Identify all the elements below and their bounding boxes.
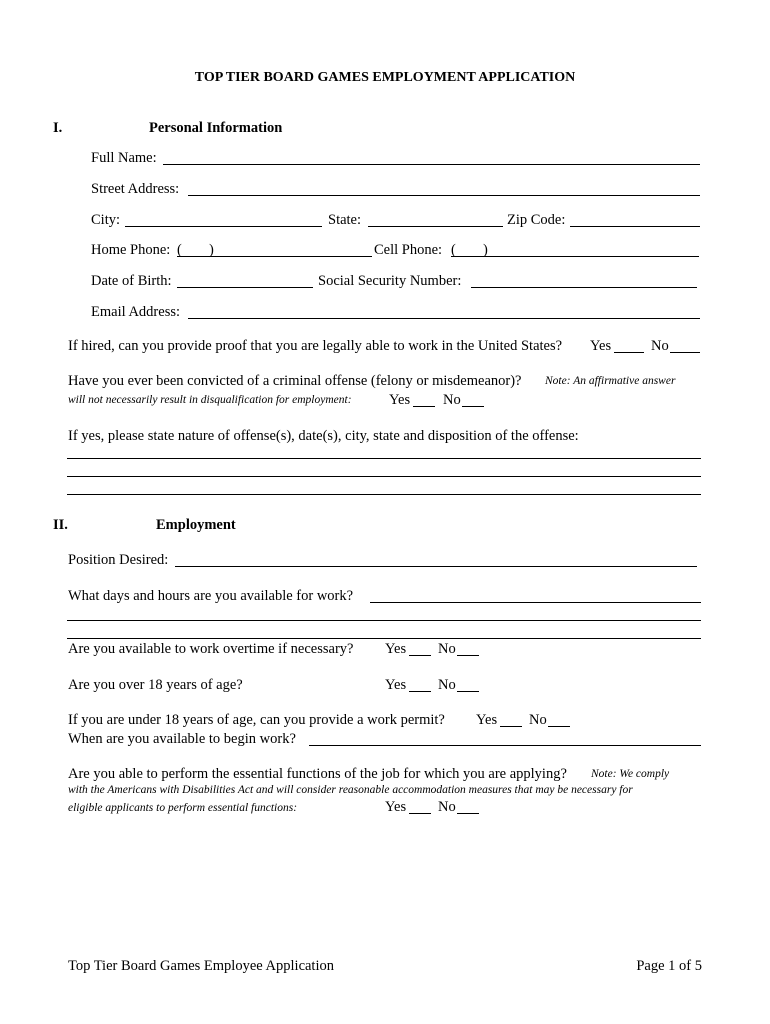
- cell-phone-paren-open: (: [451, 242, 456, 258]
- cell-phone-field[interactable]: [451, 256, 699, 257]
- offense-line-2[interactable]: [67, 476, 701, 477]
- home-phone-field[interactable]: [177, 256, 372, 257]
- overtime-yes-label: Yes: [385, 641, 407, 657]
- functions-yes-field[interactable]: [409, 813, 431, 814]
- over18-question: Are you over 18 years of age?: [68, 677, 243, 693]
- page-title: TOP TIER BOARD GAMES EMPLOYMENT APPLICATION: [194, 70, 576, 85]
- ssn-label: Social Security Number:: [318, 273, 462, 289]
- legal-yes-label: Yes: [590, 338, 612, 354]
- begin-work-question: When are you available to begin work?: [68, 731, 296, 747]
- convicted-no-label: No: [443, 392, 461, 408]
- permit-yes-label: Yes: [476, 712, 498, 728]
- email-label: Email Address:: [91, 304, 181, 320]
- functions-note-line3: eligible applicants to perform essential functions:: [68, 802, 298, 814]
- footer-title: Top Tier Board Games Employee Application: [68, 958, 334, 974]
- state-field[interactable]: [368, 226, 503, 227]
- street-address-field[interactable]: [188, 195, 700, 196]
- days-hours-field[interactable]: [370, 602, 701, 603]
- legal-no-label: No: [651, 338, 669, 354]
- functions-no-field[interactable]: [457, 813, 479, 814]
- convicted-question: Have you ever been convicted of a criminal offense (felony or misdemeanor)?: [68, 373, 522, 389]
- dob-label: Date of Birth:: [91, 273, 172, 289]
- over18-no-label: No: [438, 677, 456, 693]
- cell-phone-label: Cell Phone:: [374, 242, 443, 258]
- convicted-note-line1: Note: An affirmative answer: [545, 375, 676, 387]
- overtime-no-label: No: [438, 641, 456, 657]
- section-2-numeral: II.: [53, 517, 68, 533]
- overtime-question: Are you available to work overtime if necessary?: [68, 641, 354, 657]
- home-phone-label: Home Phone:: [91, 242, 171, 258]
- permit-yes-field[interactable]: [500, 726, 522, 727]
- permit-no-label: No: [529, 712, 547, 728]
- home-phone-paren-close: ): [209, 242, 214, 258]
- legal-yes-field[interactable]: [614, 352, 644, 353]
- over18-yes-label: Yes: [385, 677, 407, 693]
- functions-note-line2: with the Americans with Disabilities Act and will consider reasonable accommodation measures that may be necessary for: [68, 784, 633, 796]
- permit-question: If you are under 18 years of age, can you provide a work permit?: [68, 712, 445, 728]
- overtime-no-field[interactable]: [457, 655, 479, 656]
- cell-phone-paren-close: ): [483, 242, 488, 258]
- email-field[interactable]: [188, 318, 700, 319]
- full-name-label: Full Name:: [91, 150, 157, 166]
- offense-line-1[interactable]: [67, 458, 701, 459]
- legal-work-question: If hired, can you provide proof that you are legally able to work in the United States?: [68, 338, 563, 354]
- overtime-yes-field[interactable]: [409, 655, 431, 656]
- home-phone-paren-open: (: [177, 242, 182, 258]
- functions-note-line1: Note: We comply: [591, 768, 670, 780]
- convicted-note-line2: will not necessarily result in disqualification for employment:: [68, 394, 352, 406]
- city-field[interactable]: [125, 226, 322, 227]
- permit-no-field[interactable]: [548, 726, 570, 727]
- city-label: City:: [91, 212, 121, 228]
- legal-no-field[interactable]: [670, 352, 700, 353]
- functions-no-label: No: [438, 799, 456, 815]
- full-name-field[interactable]: [163, 164, 700, 165]
- section-1-heading: Personal Information: [149, 120, 283, 136]
- convicted-no-field[interactable]: [462, 406, 484, 407]
- ssn-field[interactable]: [471, 287, 697, 288]
- convicted-yes-label: Yes: [389, 392, 411, 408]
- over18-no-field[interactable]: [457, 691, 479, 692]
- zip-label: Zip Code:: [507, 212, 566, 228]
- offense-line-3[interactable]: [67, 494, 701, 495]
- functions-question: Are you able to perform the essential functions of the job for which you are applying?: [68, 766, 567, 782]
- days-hours-question: What days and hours are you available for work?: [68, 588, 354, 604]
- offense-question: If yes, please state nature of offense(s), date(s), city, state and disposition of the offense:: [68, 428, 579, 444]
- begin-work-field[interactable]: [309, 745, 701, 746]
- days-hours-line-2[interactable]: [67, 620, 701, 621]
- street-address-label: Street Address:: [91, 181, 180, 197]
- position-field[interactable]: [175, 566, 697, 567]
- zip-field[interactable]: [570, 226, 700, 227]
- over18-yes-field[interactable]: [409, 691, 431, 692]
- state-label: State:: [328, 212, 362, 228]
- section-2-heading: Employment: [156, 517, 236, 533]
- functions-yes-label: Yes: [385, 799, 407, 815]
- section-1-numeral: I.: [53, 120, 63, 136]
- page-number: Page 1 of 5: [636, 958, 702, 974]
- position-label: Position Desired:: [68, 552, 169, 568]
- convicted-yes-field[interactable]: [413, 406, 435, 407]
- days-hours-line-3[interactable]: [67, 638, 701, 639]
- dob-field[interactable]: [177, 287, 313, 288]
